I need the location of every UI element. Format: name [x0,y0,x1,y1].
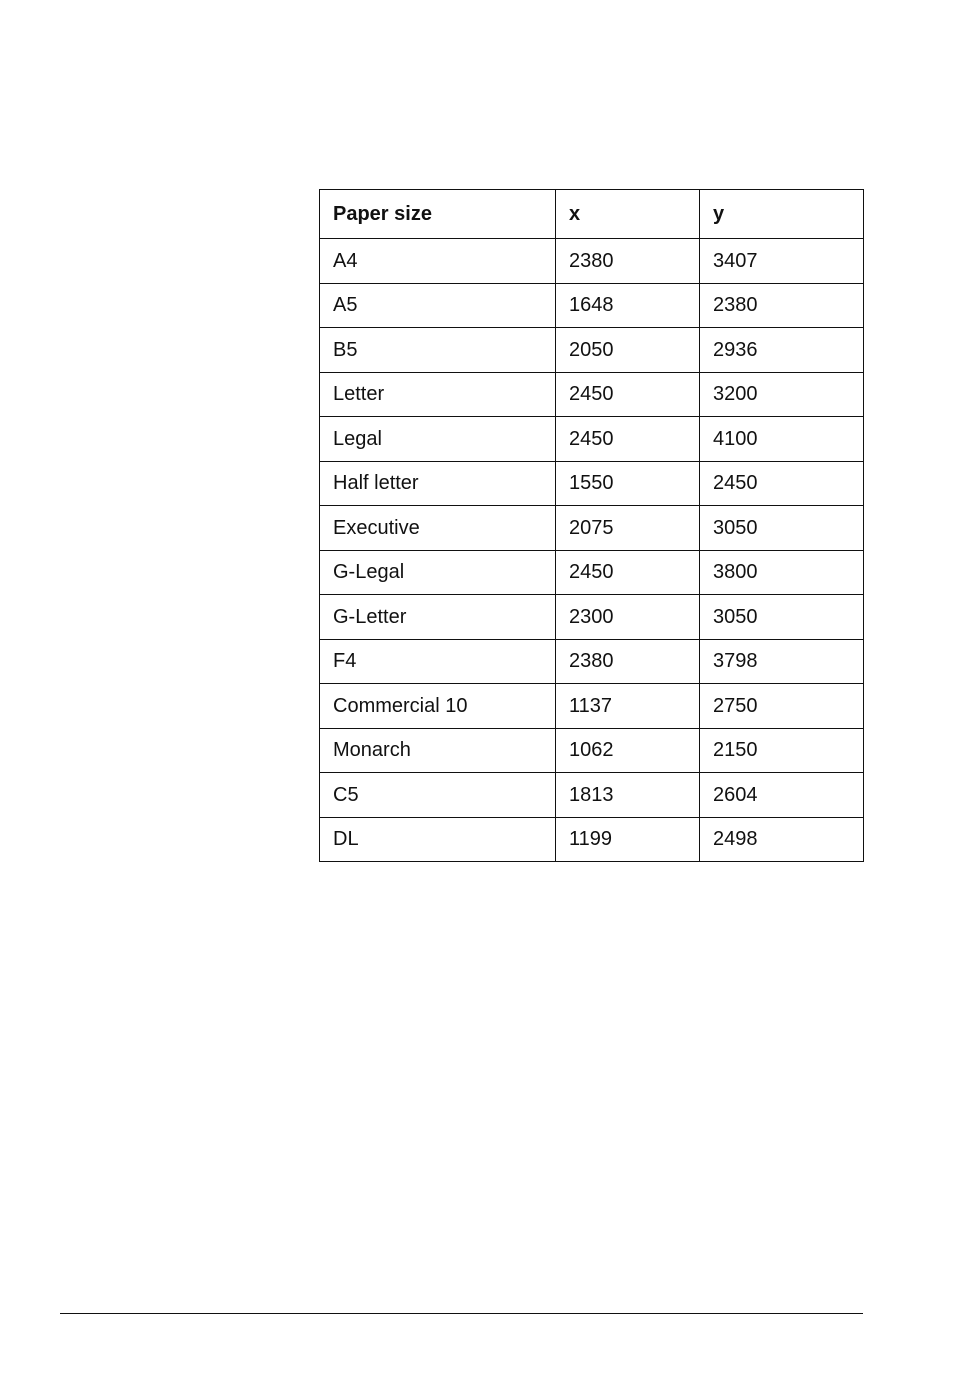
cell-paper-size: Executive [320,506,556,551]
cell-y: 2936 [700,328,864,373]
cell-x: 1199 [556,817,700,862]
table-row [320,684,864,729]
paper-size-table [319,189,864,862]
cell-y: 3800 [700,550,864,595]
cell-x: 2300 [556,595,700,640]
table-row [320,283,864,328]
cell-paper-size: Legal [320,417,556,462]
cell-y: 2150 [700,728,864,773]
cell-paper-size: Commercial 10 [320,684,556,729]
table-row [320,417,864,462]
cell-paper-size: Monarch [320,728,556,773]
cell-y: 2750 [700,684,864,729]
table-header-row [320,190,864,239]
cell-x: 1648 [556,283,700,328]
cell-x: 2380 [556,239,700,284]
cell-y: 3050 [700,595,864,640]
cell-x: 2380 [556,639,700,684]
cell-x: 2450 [556,417,700,462]
table-row [320,239,864,284]
cell-paper-size: Letter [320,372,556,417]
cell-paper-size: G-Letter [320,595,556,640]
cell-x: 1062 [556,728,700,773]
footer-rule [60,1313,863,1314]
table-row [320,506,864,551]
table-row [320,728,864,773]
cell-paper-size: DL [320,817,556,862]
cell-x: 2450 [556,550,700,595]
header-x: x [556,190,700,239]
table-row [320,328,864,373]
cell-paper-size: C5 [320,773,556,818]
table-row [320,461,864,506]
table-row [320,372,864,417]
cell-y: 2498 [700,817,864,862]
cell-y: 2380 [700,283,864,328]
cell-paper-size: B5 [320,328,556,373]
cell-y: 3407 [700,239,864,284]
cell-x: 2450 [556,372,700,417]
cell-y: 3050 [700,506,864,551]
table-row [320,595,864,640]
cell-y: 3200 [700,372,864,417]
cell-paper-size: A5 [320,283,556,328]
cell-paper-size: G-Legal [320,550,556,595]
cell-x: 2075 [556,506,700,551]
cell-x: 2050 [556,328,700,373]
header-y: y [700,190,864,239]
cell-paper-size: A4 [320,239,556,284]
table-row [320,550,864,595]
table-row [320,817,864,862]
cell-y: 2450 [700,461,864,506]
cell-x: 1137 [556,684,700,729]
cell-y: 2604 [700,773,864,818]
cell-y: 4100 [700,417,864,462]
table-header [320,190,864,239]
cell-y: 3798 [700,639,864,684]
cell-x: 1550 [556,461,700,506]
cell-x: 1813 [556,773,700,818]
table-row [320,639,864,684]
table-row [320,773,864,818]
cell-paper-size: Half letter [320,461,556,506]
cell-paper-size: F4 [320,639,556,684]
table-body [320,239,864,862]
header-paper-size: Paper size [320,190,556,239]
